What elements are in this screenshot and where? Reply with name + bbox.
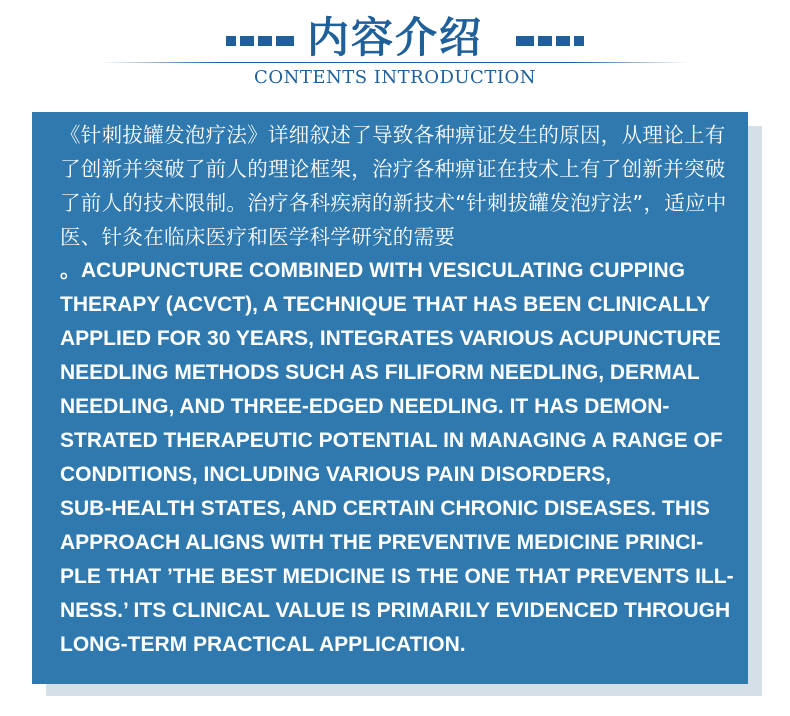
- english-line: NESS.’ ITS CLINICAL VALUE IS PRIMARILY EVIDENCED THROUGH: [60, 599, 731, 622]
- english-line: APPLIED FOR 30 YEARS, INTEGRATES VARIOUS ACUPUNCTURE: [60, 327, 721, 350]
- dash: [538, 36, 552, 46]
- english-line: 。ACUPUNCTURE COMBINED WITH VESICULATING CUPPING: [60, 259, 685, 282]
- chinese-paragraph: 《针刺拔罐发泡疗法》详细叙述了导致各种痹证发生的原因，从理论上有了创新并突破了前人的理论框架，治疗各种痹证在技术上有了创新并突破了前人的技术限制。治疗各科疾病的新技术“针刺拔罐发泡疗法”，适应中医、针灸在临床医疗和医学科学研究的需要: [60, 123, 727, 249]
- english-paragraph: [60, 254, 738, 662]
- english-line: APPROACH ALIGNS WITH THE PREVENTIVE MEDICINE PRINCI-: [60, 531, 704, 554]
- divider-line: [100, 62, 690, 63]
- section-header: [0, 0, 790, 110]
- english-line: NEEDLING, AND THREE-EDGED NEEDLING. IT HAS DEMON-: [60, 395, 670, 418]
- dash: [556, 36, 570, 46]
- section-title: 内容介绍: [306, 13, 483, 62]
- english-line: STRATED THERAPEUTIC POTENTIAL IN MANAGING A RANGE OF: [60, 429, 723, 452]
- english-line: NEEDLING METHODS SUCH AS FILIFORM NEEDLING, DERMAL: [60, 361, 700, 384]
- dash: [574, 36, 584, 46]
- dash: [516, 36, 534, 46]
- english-line: CONDITIONS, INCLUDING VARIOUS PAIN DISORDERS,: [60, 463, 612, 486]
- english-line: LONG-TERM PRACTICAL APPLICATION.: [60, 633, 466, 656]
- english-line: PLE THAT ’THE BEST MEDICINE IS THE ONE THAT PREVENTS ILL-: [60, 565, 734, 588]
- section-subtitle: CONTENTS INTRODUCTION: [254, 67, 536, 88]
- english-line: THERAPY (ACVCT), A TECHNIQUE THAT HAS BEEN CLINICALLY: [60, 293, 711, 316]
- content-text: [60, 118, 738, 662]
- english-line: SUB-HEALTH STATES, AND CERTAIN CHRONIC DISEASES. THIS: [60, 497, 710, 520]
